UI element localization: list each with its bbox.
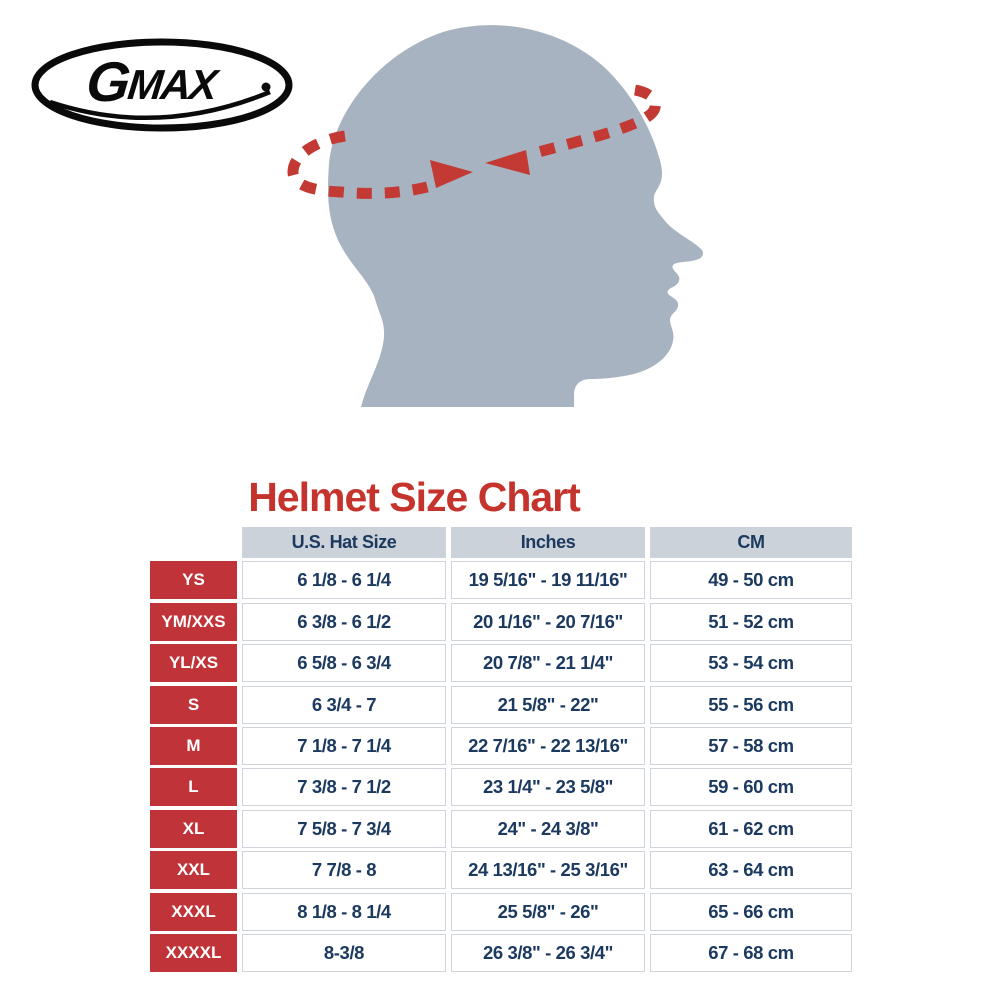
head-measurement-diagram bbox=[283, 14, 715, 446]
inches-cell: 20 7/8" - 21 1/4" bbox=[451, 644, 645, 682]
size-label-cell: YM/XXS bbox=[150, 603, 237, 641]
inches-cell: 24" - 24 3/8" bbox=[451, 810, 645, 848]
cm-cell: 55 - 56 cm bbox=[650, 686, 852, 724]
hat-size-cell: 8 1/8 - 8 1/4 bbox=[242, 893, 446, 931]
cm-cell: 63 - 64 cm bbox=[650, 851, 852, 889]
cm-cell: 57 - 58 cm bbox=[650, 727, 852, 765]
size-label-cell: XL bbox=[150, 810, 237, 848]
column-header-inches: Inches bbox=[451, 527, 645, 558]
inches-cell: 23 1/4" - 23 5/8" bbox=[451, 768, 645, 806]
head-silhouette-icon bbox=[328, 25, 703, 407]
hat-size-cell: 6 1/8 - 6 1/4 bbox=[242, 561, 446, 599]
logo-registered-dot bbox=[262, 83, 271, 92]
cm-cell: 49 - 50 cm bbox=[650, 561, 852, 599]
inches-cell: 25 5/8" - 26" bbox=[451, 893, 645, 931]
cm-cell: 67 - 68 cm bbox=[650, 934, 852, 972]
hat-size-cell: 6 3/8 - 6 1/2 bbox=[242, 603, 446, 641]
inches-cell: 19 5/16" - 19 11/16" bbox=[451, 561, 645, 599]
cm-cell: 61 - 62 cm bbox=[650, 810, 852, 848]
hat-size-cell: 7 5/8 - 7 3/4 bbox=[242, 810, 446, 848]
size-label-cell: L bbox=[150, 768, 237, 806]
inches-cell: 26 3/8" - 26 3/4" bbox=[451, 934, 645, 972]
gmax-logo bbox=[28, 36, 296, 134]
size-label-cell: XXXL bbox=[150, 893, 237, 931]
table-corner-cell bbox=[150, 527, 237, 558]
logo-wordmark: GMAX bbox=[83, 50, 218, 113]
hat-size-cell: 6 5/8 - 6 3/4 bbox=[242, 644, 446, 682]
cm-cell: 51 - 52 cm bbox=[650, 603, 852, 641]
size-label-cell: M bbox=[150, 727, 237, 765]
page-title: Helmet Size Chart bbox=[248, 474, 580, 520]
cm-cell: 65 - 66 cm bbox=[650, 893, 852, 931]
hat-size-cell: 6 3/4 - 7 bbox=[242, 686, 446, 724]
hat-size-cell: 7 3/8 - 7 1/2 bbox=[242, 768, 446, 806]
size-label-cell: YL/XS bbox=[150, 644, 237, 682]
hat-size-cell: 7 7/8 - 8 bbox=[242, 851, 446, 889]
size-label-cell: XXXXL bbox=[150, 934, 237, 972]
inches-cell: 24 13/16" - 25 3/16" bbox=[451, 851, 645, 889]
column-header-cm: CM bbox=[650, 527, 852, 558]
size-label-cell: YS bbox=[150, 561, 237, 599]
hat-size-cell: 7 1/8 - 7 1/4 bbox=[242, 727, 446, 765]
column-header-hat-size: U.S. Hat Size bbox=[242, 527, 446, 558]
inches-cell: 21 5/8" - 22" bbox=[451, 686, 645, 724]
size-label-cell: XXL bbox=[150, 851, 237, 889]
hat-size-cell: 8-3/8 bbox=[242, 934, 446, 972]
inches-cell: 20 1/16" - 20 7/16" bbox=[451, 603, 645, 641]
inches-cell: 22 7/16" - 22 13/16" bbox=[451, 727, 645, 765]
cm-cell: 59 - 60 cm bbox=[650, 768, 852, 806]
size-table bbox=[150, 527, 852, 972]
cm-cell: 53 - 54 cm bbox=[650, 644, 852, 682]
size-label-cell: S bbox=[150, 686, 237, 724]
